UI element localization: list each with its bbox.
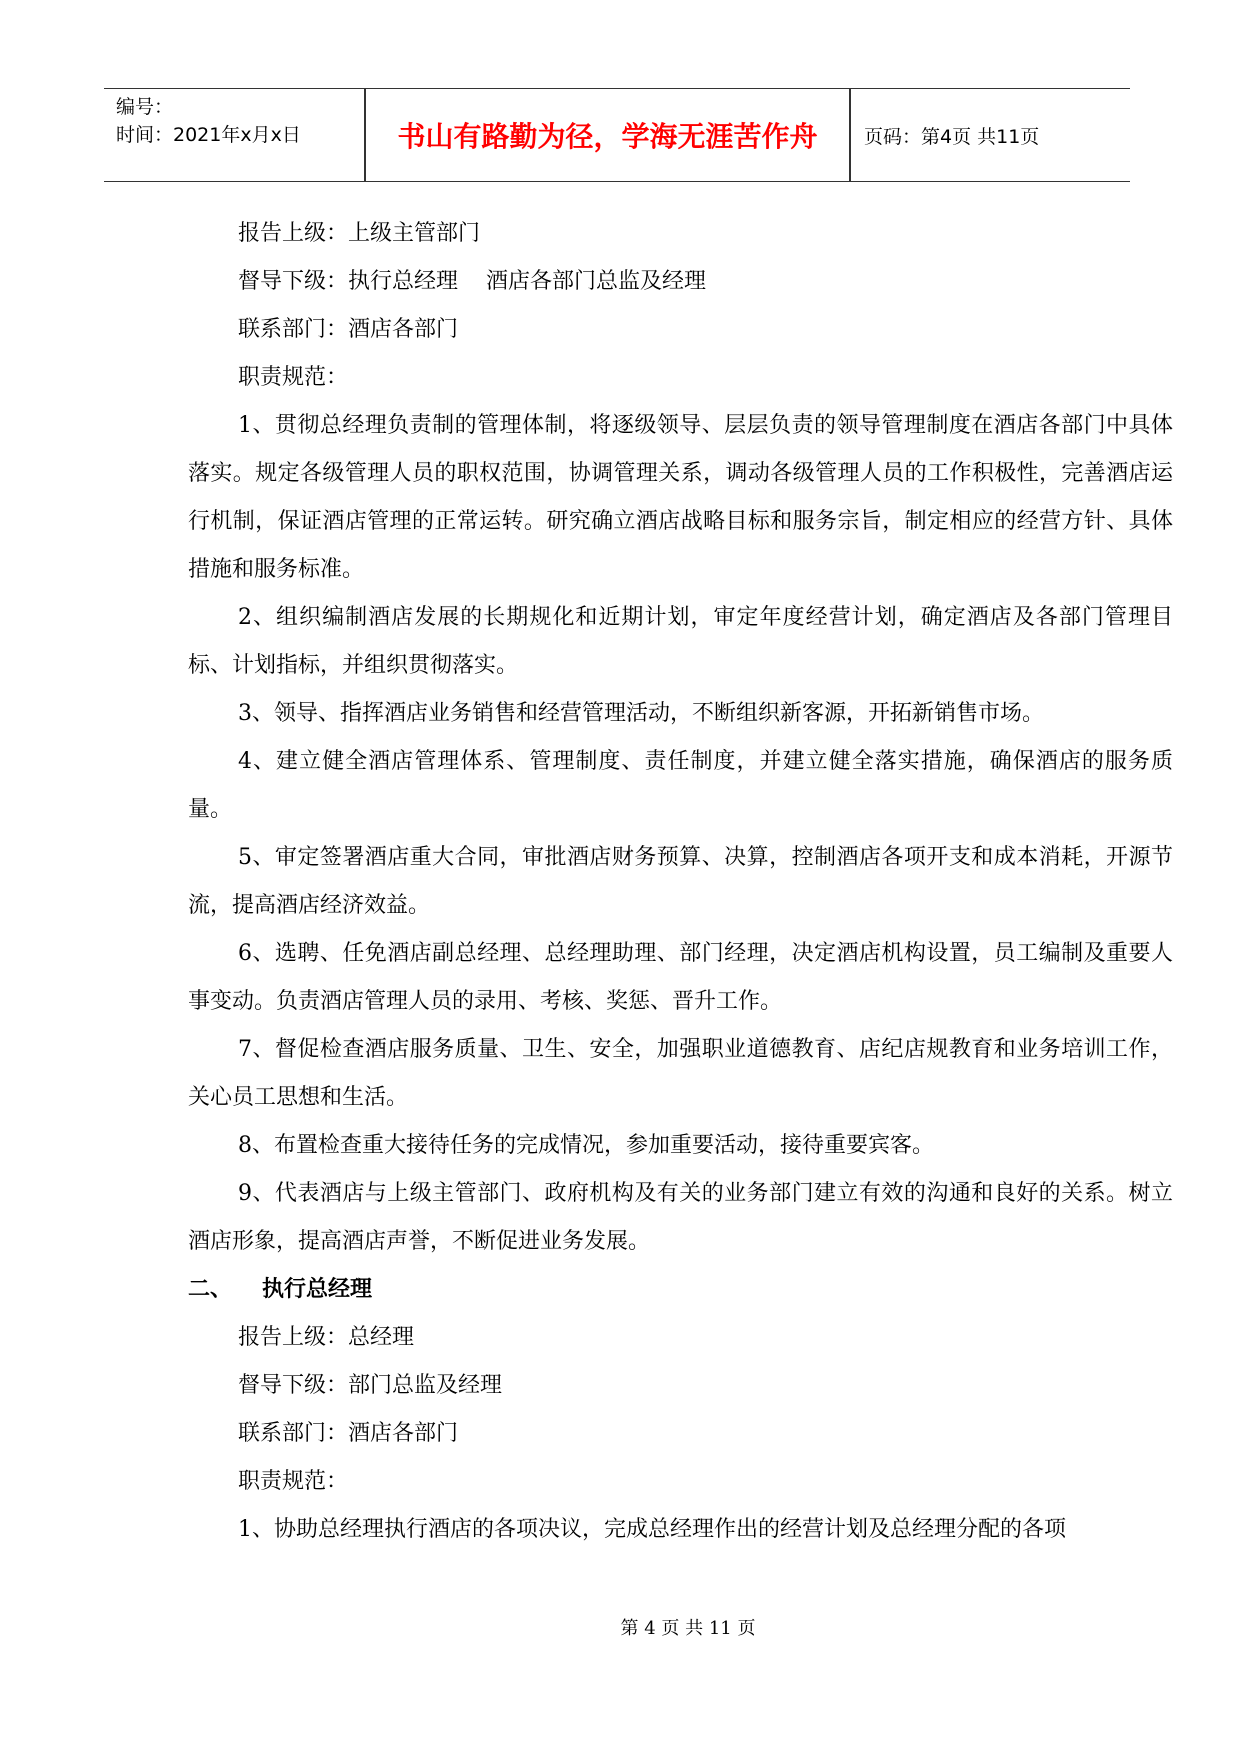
duty-item: 4、建立健全酒店管理体系、管理制度、责任制度，并建立健全落实措施，确保酒店的服务质量。 (188, 749, 1173, 822)
duty-item: 3、领导、指挥酒店业务销售和经营管理活动，不断组织新客源，开拓新销售市场。 (238, 701, 1044, 726)
header-page-number: 页码：第4页 共11页 (864, 125, 1040, 148)
duties-title: 职责规范： (238, 365, 349, 390)
duty-item: 5、审定签署酒店重大合同，审批酒店财务预算、决算，控制酒店各项开支和成本消耗，开源节流，提高酒店经济效益。 (188, 845, 1173, 918)
duty-item: 1、协助总经理执行酒店的各项决议，完成总经理作出的经营计划及总经理分配的各项 (238, 1517, 1066, 1542)
duty-item: 6、选聘、任免酒店副总经理、总经理助理、部门经理，决定酒店机构设置，员工编制及重要人事变动。负责酒店管理人员的录用、考核、奖惩、晋升工作。 (188, 941, 1173, 1014)
duty-item: 1、贯彻总经理负责制的管理体制，将逐级领导、层层负责的领导管理制度在酒店各部门中具体落实。规定各级管理人员的职权范围，协调管理关系，调动各级管理人员的工作积极性，完善酒店运行机制，保证酒店管理的正常运转。研究确立酒店战略目标和服务宗旨，制定相应的经营方针、具体措施和服务标准。 (188, 413, 1173, 582)
document-number-label: 编号： (116, 96, 174, 118)
contact-line: 联系部门：酒店各部门 (238, 317, 459, 342)
page-header (104, 88, 1130, 182)
document-time-label: 时间：2021年x月x日 (116, 124, 301, 146)
page-footer (0, 1614, 1241, 1640)
supervise-line: 督导下级：执行总经理 酒店各部门总监及经理 (238, 269, 706, 294)
header-divider (849, 89, 851, 181)
section-heading (188, 1266, 1173, 1314)
section-number: 二、 (188, 1277, 233, 1302)
header-motto: 书山有路勤为径，学海无涯苦作舟 (397, 120, 818, 153)
document-body (188, 210, 1173, 1554)
supervise-line: 督导下级：部门总监及经理 (238, 1373, 503, 1398)
report-to-line: 报告上级：总经理 (238, 1325, 415, 1350)
duty-item: 8、布置检查重大接待任务的完成情况，参加重要活动，接待重要宾客。 (238, 1133, 934, 1158)
section-title: 执行总经理 (262, 1277, 373, 1302)
contact-line: 联系部门：酒店各部门 (238, 1421, 459, 1446)
header-left (116, 93, 301, 149)
duties-title: 职责规范： (238, 1469, 349, 1494)
duty-item: 7、督促检查酒店服务质量、卫生、安全，加强职业道德教育、店纪店规教育和业务培训工作，关心员工思想和生活。 (188, 1037, 1173, 1110)
duty-item: 2、组织编制酒店发展的长期规化和近期计划，审定年度经营计划，确定酒店及各部门管理目标、计划指标，并组织贯彻落实。 (188, 605, 1173, 678)
footer-page-number: 第 4 页 共 11 页 (620, 1618, 756, 1639)
report-to-line: 报告上级：上级主管部门 (238, 221, 481, 246)
duty-item: 9、代表酒店与上级主管部门、政府机构及有关的业务部门建立有效的沟通和良好的关系。树立酒店形象，提高酒店声誉，不断促进业务发展。 (188, 1181, 1173, 1254)
